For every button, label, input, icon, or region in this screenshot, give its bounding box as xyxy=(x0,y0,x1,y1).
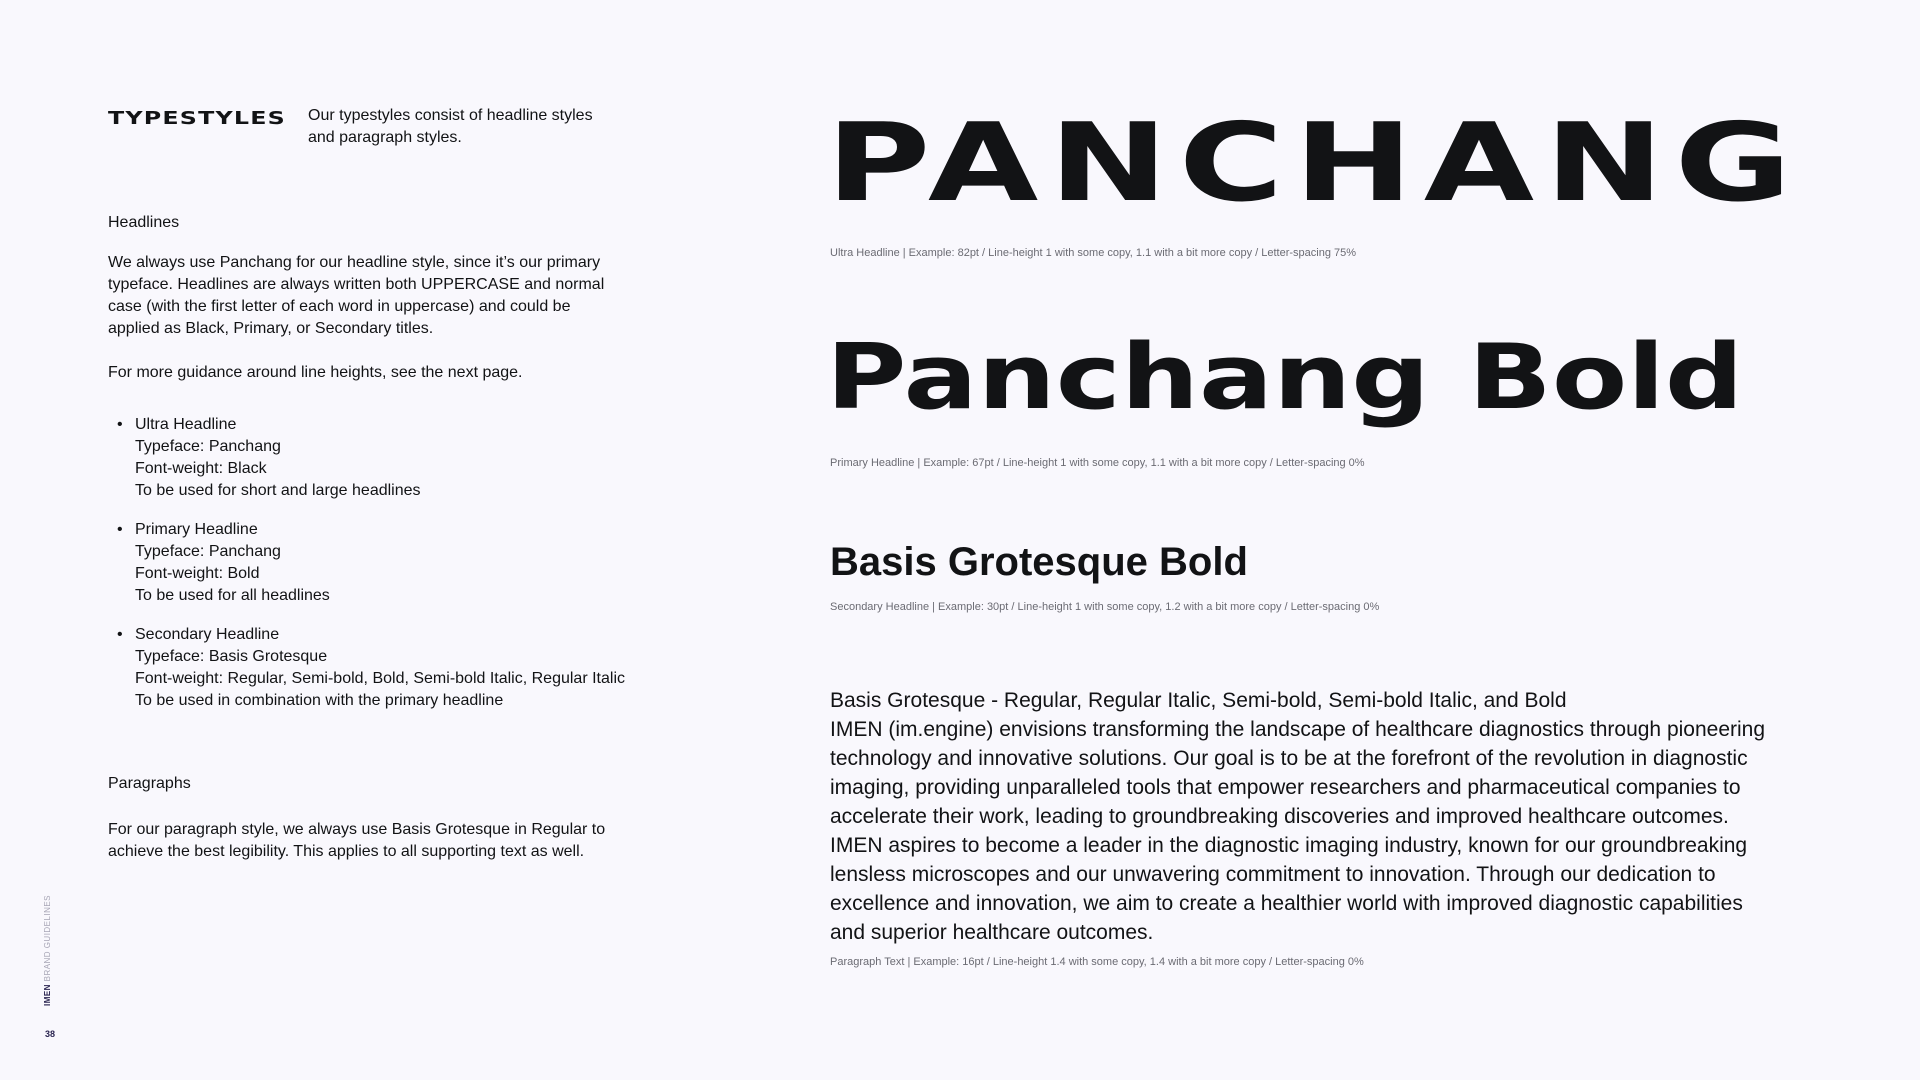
headlines-heading: Headlines xyxy=(108,214,180,231)
style-usage: To be used in combination with the primary headline xyxy=(135,692,504,709)
bullet: • xyxy=(117,416,123,433)
bullet: • xyxy=(117,626,123,643)
ultra-headline-sample: PANCHANG xyxy=(826,101,1803,226)
style-name: Secondary Headline xyxy=(135,626,280,643)
typestyle-list xyxy=(108,414,668,729)
style-item-primary-headline xyxy=(108,519,668,607)
bullet: • xyxy=(117,521,123,538)
paragraph-sample-line: imaging, providing unparalleled tools that empower researchers and pharmaceutical companies to xyxy=(830,776,1741,799)
paragraphs-heading: Paragraphs xyxy=(108,775,191,792)
headlines-line: case (with the first letter of each word in uppercase) and could be xyxy=(108,298,571,315)
intro-line: Our typestyles consist of headline styles xyxy=(308,107,593,124)
paragraph-sample-line: accelerate their work, leading to groundbreaking discoveries and improved healthcare outcomes. xyxy=(830,805,1729,828)
paragraphs-line: achieve the best legibility. This applies to all supporting text as well. xyxy=(108,843,585,860)
style-weight: Font-weight: Bold xyxy=(135,565,260,582)
paragraph-caption: Paragraph Text | Example: 16pt / Line-height 1.4 with some copy, 1.4 with a bit more copy / Letter-spacing 0% xyxy=(830,956,1364,968)
paragraph-sample-line: and superior healthcare outcomes. xyxy=(830,921,1154,944)
style-usage: To be used for all headlines xyxy=(135,587,330,604)
paragraph-sample-line: IMEN aspires to become a leader in the diagnostic imaging industry, known for our groundbreaking xyxy=(830,834,1748,857)
headlines-line: typeface. Headlines are always written both UPPERCASE and normal xyxy=(108,276,605,293)
paragraphs-line: For our paragraph style, we always use Basis Grotesque in Regular to xyxy=(108,821,606,838)
section-title: TYPESTYLES xyxy=(108,108,286,129)
headlines-description xyxy=(108,252,628,340)
secondary-headline-caption: Secondary Headline | Example: 30pt / Line-height 1 with some copy, 1.2 with a bit more copy / Letter-spacing 0% xyxy=(830,601,1380,613)
style-item-secondary-headline xyxy=(108,624,668,712)
paragraph-sample-line: IMEN (im.engine) envisions transforming the landscape of healthcare diagnostics through pioneering xyxy=(830,718,1766,741)
style-weight: Font-weight: Black xyxy=(135,460,267,477)
paragraph-sample-line: technology and innovative solutions. Our goal is to be at the forefront of the revolution in diagnostic xyxy=(830,747,1748,770)
paragraph-sample xyxy=(830,686,1830,947)
intro-text xyxy=(308,105,628,149)
page-number: 38 xyxy=(45,1029,56,1039)
more-guidance-text: For more guidance around line heights, see the next page. xyxy=(108,364,523,381)
headlines-line: We always use Panchang for our headline style, since it’s our primary xyxy=(108,254,601,271)
style-name: Ultra Headline xyxy=(135,416,237,433)
paragraph-sample-line: Basis Grotesque - Regular, Regular Italic, Semi-bold, Semi-bold Italic, and Bold xyxy=(830,689,1567,712)
style-weight: Font-weight: Regular, Semi-bold, Bold, Semi-bold Italic, Regular Italic xyxy=(135,670,625,687)
paragraph-sample-line: excellence and innovation, we aim to create a healthier world with improved diagnostic capabilities xyxy=(830,892,1743,915)
paragraphs-description xyxy=(108,819,638,863)
guidelines-label: BRAND GUIDELINES xyxy=(43,895,52,982)
style-item-ultra-headline xyxy=(108,414,668,502)
style-name: Primary Headline xyxy=(135,521,258,538)
primary-headline-caption: Primary Headline | Example: 67pt / Line-height 1 with some copy, 1.1 with a bit more copy / Letter-spacing 0% xyxy=(830,457,1365,469)
primary-headline-sample: Panchang Bold xyxy=(826,325,1744,430)
style-typeface: Typeface: Panchang xyxy=(135,438,281,455)
ultra-headline-caption: Ultra Headline | Example: 82pt / Line-height 1 with some copy, 1.1 with a bit more copy / Letter-spacing 75% xyxy=(830,247,1357,259)
brand-name: IMEN xyxy=(43,984,52,1006)
style-typeface: Typeface: Basis Grotesque xyxy=(135,648,328,665)
secondary-headline-sample: Basis Grotesque Bold xyxy=(830,540,1248,584)
paragraph-sample-line: lensless microscopes and our unwavering commitment to innovation. Through our dedication to xyxy=(830,863,1716,886)
headlines-line: applied as Black, Primary, or Secondary titles. xyxy=(108,320,434,337)
intro-line: and paragraph styles. xyxy=(308,129,462,146)
style-typeface: Typeface: Panchang xyxy=(135,543,281,560)
brand-guidelines-label xyxy=(43,895,52,1006)
style-usage: To be used for short and large headlines xyxy=(135,482,421,499)
